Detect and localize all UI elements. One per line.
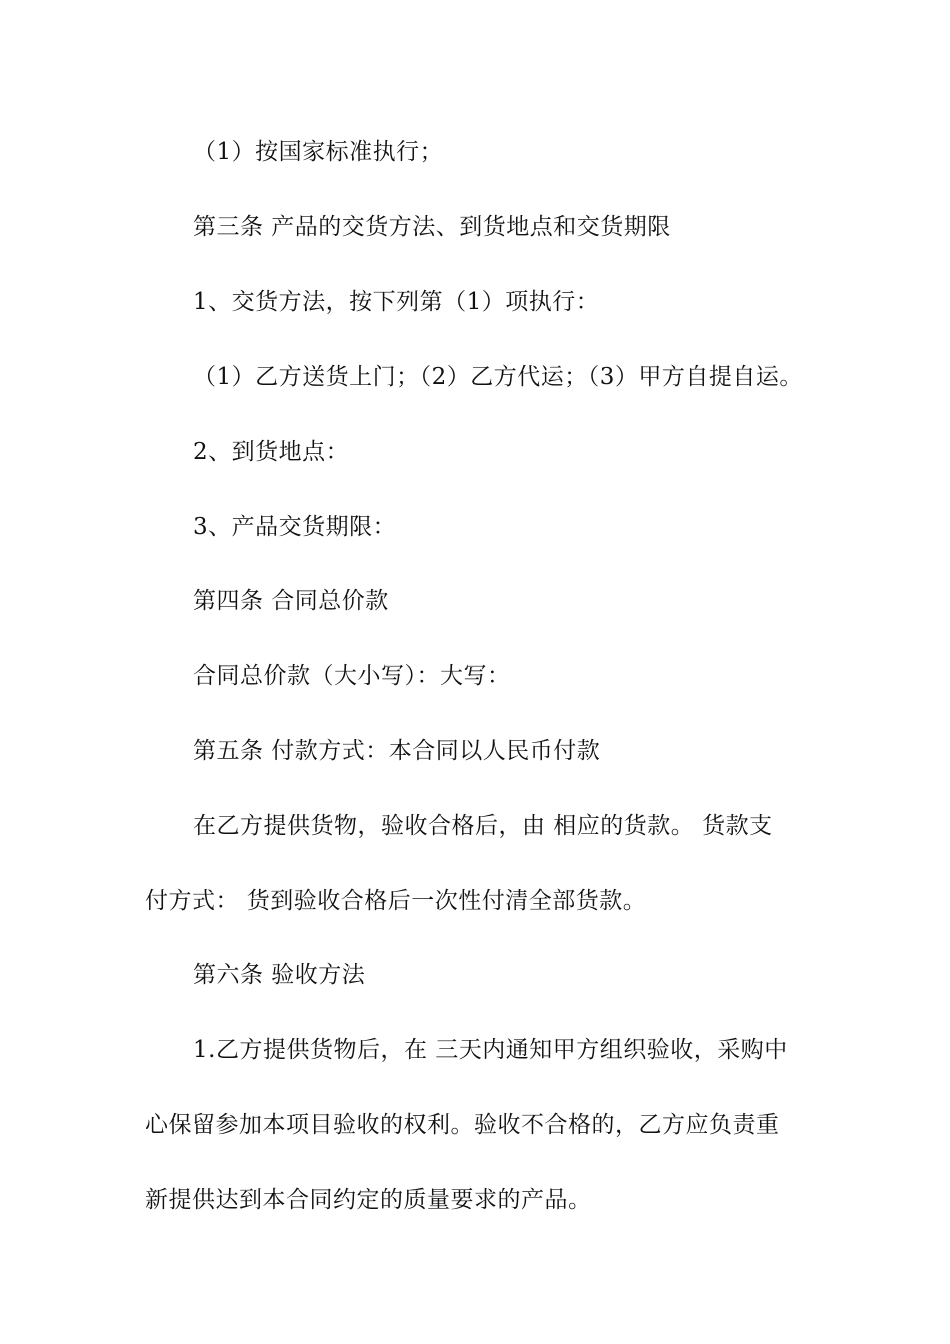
text-line: 在乙方提供货物，验收合格后，由 相应的货款。 货款支 <box>193 813 773 839</box>
text-line: （1）乙方送货上门；（2）乙方代运；（3）甲方自提自运。 <box>193 364 803 390</box>
text-line: 1、交货方法，按下列第（1）项执行： <box>193 289 600 315</box>
text-line: 付方式： 货到验收合格后一次性付清全部货款。 <box>145 888 647 914</box>
text-line: （1）按国家标准执行； <box>193 139 444 165</box>
text-line: 1.乙方提供货物后，在 三天内通知甲方组织验收，采购中 <box>193 1037 788 1063</box>
text-line: 新提供达到本合同约定的质量要求的产品。 <box>145 1187 592 1213</box>
section-heading: 第三条 产品的交货方法、到货地点和交货期限 <box>193 214 671 240</box>
text-line: 心保留参加本项目验收的权利。验收不合格的，乙方应负责重 <box>145 1112 780 1138</box>
section-heading: 第四条 合同总价款 <box>193 588 389 614</box>
section-heading: 第五条 付款方式：本合同以人民币付款 <box>193 738 601 764</box>
text-line: 合同总价款（大小写）：大写： <box>193 663 511 689</box>
text-line: 3、产品交货期限： <box>193 514 397 540</box>
section-heading: 第六条 验收方法 <box>193 962 366 988</box>
text-line: 2、到货地点： <box>193 439 350 465</box>
